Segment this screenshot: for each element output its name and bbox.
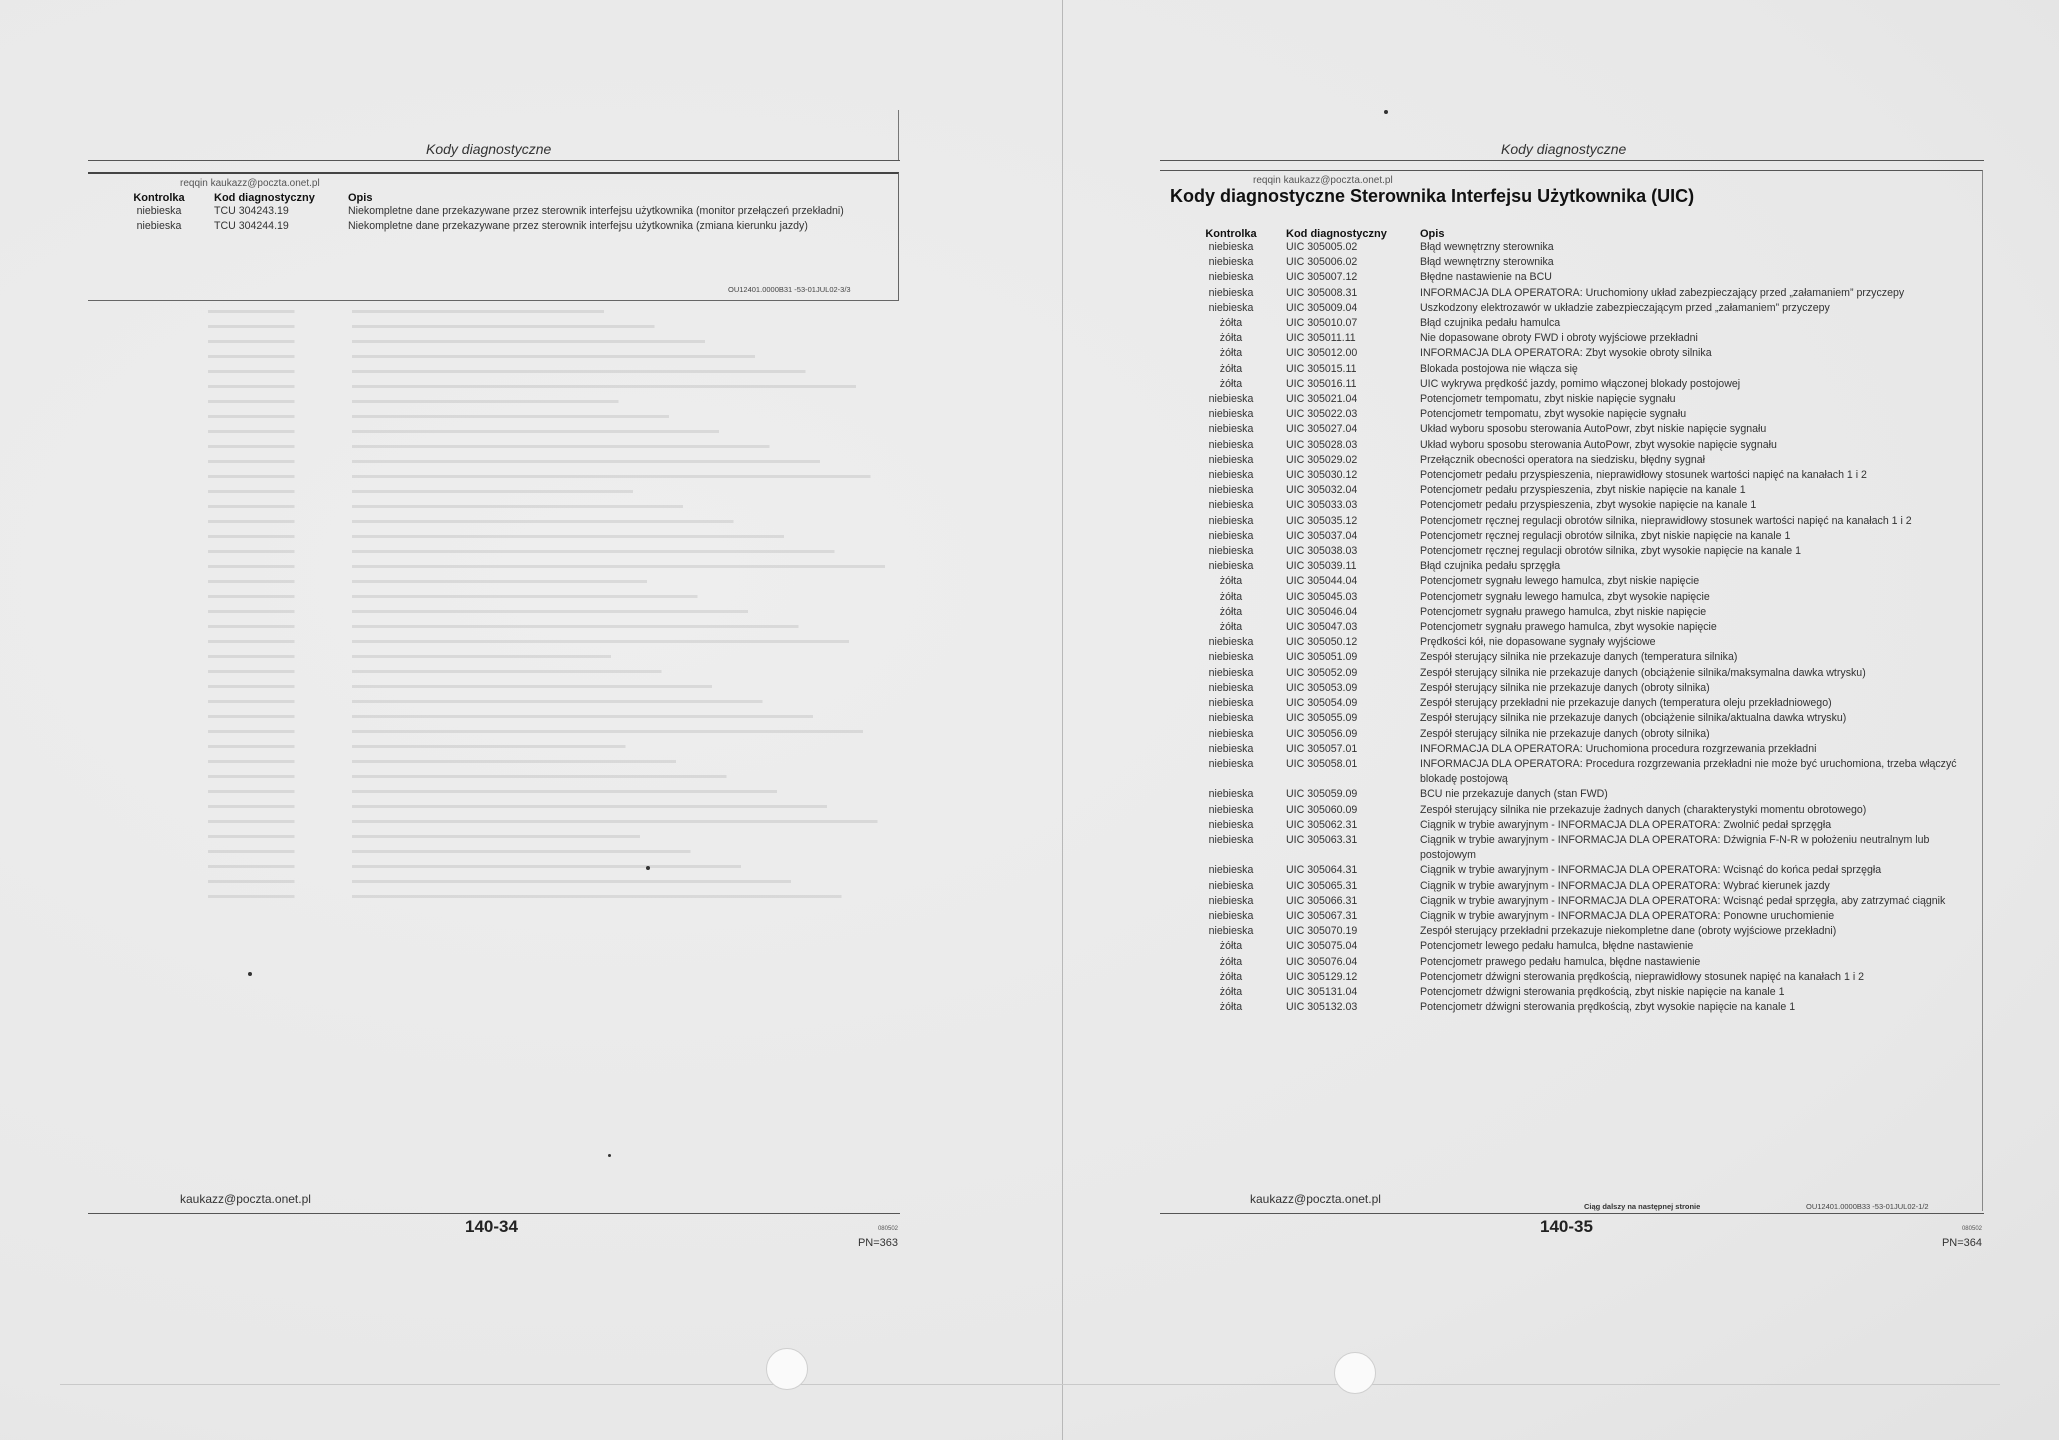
bleed-through-line bbox=[208, 355, 928, 358]
code-cell: UIC 305016.11 bbox=[1286, 377, 1357, 390]
code-cell: UIC 305053.09 bbox=[1286, 681, 1358, 694]
bleed-through-line bbox=[208, 565, 928, 568]
code-cell: TCU 304244.19 bbox=[214, 220, 289, 233]
indicator-cell: żółta bbox=[1219, 377, 1243, 390]
code-cell: UIC 305070.19 bbox=[1286, 925, 1358, 938]
indicator-cell: niebieska bbox=[1208, 453, 1254, 466]
footer-email: kaukazz@poczta.onet.pl bbox=[1250, 1192, 1381, 1206]
table-row bbox=[1182, 924, 1972, 939]
description-cell: Potencjometr sygnału lewego hamulca, zbyt niskie napięcie bbox=[1420, 575, 1700, 588]
bleed-through-line bbox=[208, 370, 928, 373]
description-cell: Potencjometr pedału przyspieszenia, zbyt niskie napięcie na kanale 1 bbox=[1420, 484, 1746, 497]
description-cell: Potencjometr lewego pedału hamulca, błędne nastawienie bbox=[1420, 940, 1694, 953]
code-cell: UIC 305022.03 bbox=[1286, 408, 1358, 421]
indicator-cell: żółta bbox=[1219, 955, 1243, 968]
code-cell: UIC 305129.12 bbox=[1286, 970, 1358, 983]
code-cell: UIC 305032.04 bbox=[1286, 484, 1358, 497]
indicator-cell: niebieska bbox=[1208, 514, 1254, 527]
bleed-through-line bbox=[208, 655, 928, 658]
description-cell: INFORMACJA DLA OPERATORA: Uruchomiony układ zabezpieczający przed „załamaniem” przyczepy bbox=[1420, 286, 1905, 299]
table-row bbox=[1182, 422, 1972, 437]
table-row bbox=[1182, 483, 1972, 498]
code-cell: UIC 305011.11 bbox=[1286, 332, 1356, 345]
indicator-cell: żółta bbox=[1219, 985, 1243, 998]
table-row bbox=[1182, 316, 1972, 331]
code-cell: UIC 305046.04 bbox=[1286, 605, 1358, 618]
table-row bbox=[1182, 939, 1972, 954]
description-cell: Potencjometr sygnału prawego hamulca, zbyt niskie napięcie bbox=[1420, 605, 1707, 618]
indicator-cell: żółta bbox=[1219, 1001, 1243, 1014]
indicator-cell: żółta bbox=[1219, 347, 1243, 360]
indicator-cell: niebieska bbox=[1208, 833, 1254, 846]
description-cell: Zespół sterujący silnika nie przekazuje danych (obroty silnika) bbox=[1420, 727, 1710, 740]
bleed-through-line bbox=[208, 490, 928, 493]
table-row bbox=[1182, 863, 1972, 878]
bleed-through-line bbox=[208, 340, 928, 343]
description-cell: Zespół sterujący silnika nie przekazuje danych (obciążenie silnika/aktualna dawka wtrysku) bbox=[1420, 712, 1847, 725]
bleed-through-line bbox=[208, 805, 928, 808]
footer-email: kaukazz@poczta.onet.pl bbox=[180, 1192, 311, 1206]
indicator-cell: niebieska bbox=[1208, 393, 1254, 406]
table-row bbox=[1182, 240, 1972, 255]
dust-speck bbox=[248, 972, 252, 976]
footer-rule bbox=[1160, 1213, 1984, 1214]
bleed-through-line bbox=[208, 505, 928, 508]
bleed-through-line bbox=[208, 550, 928, 553]
table-row bbox=[1182, 590, 1972, 605]
bleed-through-line bbox=[208, 580, 928, 583]
code-cell: UIC 305052.09 bbox=[1286, 666, 1358, 679]
bleed-through-line bbox=[208, 325, 928, 328]
table-row bbox=[1182, 818, 1972, 833]
bleed-through-line bbox=[208, 625, 928, 628]
code-cell: UIC 305008.31 bbox=[1286, 286, 1358, 299]
table-row bbox=[1182, 331, 1972, 346]
code-cell: UIC 305132.03 bbox=[1286, 1001, 1358, 1014]
description-cell: Niekompletne dane przekazywane przez sterownik interfejsu użytkownika (monitor przełączeń przekładni) bbox=[348, 205, 844, 217]
indicator-cell: niebieska bbox=[1208, 879, 1254, 892]
code-cell: UIC 305009.04 bbox=[1286, 301, 1358, 314]
indicator-cell: niebieska bbox=[1208, 818, 1254, 831]
header-rule bbox=[88, 160, 900, 161]
table-row bbox=[1182, 514, 1972, 529]
table-row bbox=[1182, 286, 1972, 301]
table-header-row bbox=[1182, 228, 1972, 240]
table-row bbox=[1182, 879, 1972, 894]
indicator-cell: niebieska bbox=[1208, 636, 1254, 649]
code-cell: UIC 305055.09 bbox=[1286, 712, 1358, 725]
indicator-cell: żółta bbox=[1219, 970, 1243, 983]
bleed-through-line bbox=[208, 835, 928, 838]
table-row bbox=[1182, 635, 1972, 650]
code-cell: UIC 305054.09 bbox=[1286, 697, 1358, 710]
description-cell: Potencjometr sygnału prawego hamulca, zbyt wysokie napięcie bbox=[1420, 621, 1717, 634]
description-cell: Potencjometr tempomatu, zbyt niskie napięcie sygnału bbox=[1420, 393, 1676, 406]
indicator-cell: niebieska bbox=[1208, 742, 1254, 755]
indicator-cell: niebieska bbox=[136, 220, 182, 233]
code-cell: UIC 305058.01 bbox=[1286, 757, 1358, 770]
header-rule bbox=[1160, 160, 1984, 161]
description-cell: Potencjometr sygnału lewego hamulca, zbyt wysokie napięcie bbox=[1420, 590, 1710, 603]
continued-note: Ciąg dalszy na następnej stronie bbox=[1584, 1202, 1701, 1211]
bleed-through-line bbox=[208, 760, 928, 763]
table-row bbox=[1182, 711, 1972, 726]
table-row bbox=[1182, 362, 1972, 377]
dust-speck bbox=[1384, 110, 1388, 114]
table-row bbox=[1182, 742, 1972, 757]
description-cell: BCU nie przekazuje danych (stan FWD) bbox=[1420, 788, 1608, 801]
print-code: 080502 bbox=[1961, 1226, 1982, 1232]
description-cell: Potencjometr dźwigni sterowania prędkością, zbyt wysokie napięcie na kanale 1 bbox=[1420, 1001, 1796, 1014]
column-header: Kod diagnostyczny bbox=[1286, 228, 1387, 240]
code-cell: UIC 305075.04 bbox=[1286, 940, 1358, 953]
description-cell: Zespół sterujący silnika nie przekazuje żadnych danych (charakterystyki momentu obrotowego) bbox=[1420, 803, 1867, 816]
column-header: Kontrolka bbox=[1205, 228, 1257, 240]
table-row bbox=[1182, 498, 1972, 513]
code-cell: UIC 305021.04 bbox=[1286, 393, 1358, 406]
table-row bbox=[1182, 574, 1972, 589]
description-cell: Nie dopasowane obroty FWD i obroty wyjściowe przekładni bbox=[1420, 332, 1698, 345]
bleed-through-line bbox=[208, 475, 928, 478]
table-row bbox=[1182, 346, 1972, 361]
indicator-cell: niebieska bbox=[1208, 666, 1254, 679]
description-cell: Zespół sterujący silnika nie przekazuje danych (obciążenie silnika/maksymalna dawka wtrysku) bbox=[1420, 666, 1866, 679]
bleed-through-line bbox=[208, 640, 928, 643]
description-cell: Prędkości kół, nie dopasowane sygnały wyjściowe bbox=[1420, 636, 1656, 649]
bleed-through-line bbox=[208, 385, 928, 388]
code-cell: TCU 304243.19 bbox=[214, 205, 289, 217]
description-cell: UIC wykrywa prędkość jazdy, pomimo włączonej blokady postojowej bbox=[1420, 377, 1741, 390]
bleed-through-line bbox=[208, 745, 928, 748]
table-row bbox=[1182, 894, 1972, 909]
code-cell: UIC 305039.11 bbox=[1286, 560, 1357, 573]
table-row bbox=[1182, 696, 1972, 711]
indicator-cell: żółta bbox=[1219, 575, 1243, 588]
column-header: Opis bbox=[348, 192, 373, 204]
description-cell: Ciągnik w trybie awaryjnym - INFORMACJA DLA OPERATORA: Wcisnąć pedał sprzęgła, aby zatrzymać ciągnik bbox=[1420, 894, 1946, 907]
description-cell: Blokada postojowa nie włącza się bbox=[1420, 362, 1578, 375]
indicator-cell: niebieska bbox=[1208, 241, 1254, 253]
indicator-cell: niebieska bbox=[1208, 788, 1254, 801]
column-header: Kontrolka bbox=[133, 192, 185, 204]
code-cell: UIC 305030.12 bbox=[1286, 469, 1358, 482]
description-cell: INFORMACJA DLA OPERATORA: Procedura rozgrzewania przekładni nie może być uruchomiona, trzeba włączyć blokadę postojową bbox=[1420, 757, 1957, 786]
header-tick bbox=[898, 110, 899, 160]
indicator-cell: żółta bbox=[1219, 590, 1243, 603]
table-row bbox=[1182, 1000, 1972, 1015]
indicator-cell: żółta bbox=[1219, 332, 1243, 345]
description-cell: Potencjometr dźwigni sterowania prędkością, nieprawidłowy stosunek napięć na kanałach 1 i 2 bbox=[1420, 970, 1865, 983]
description-cell: Ciągnik w trybie awaryjnym - INFORMACJA DLA OPERATORA: Dźwignia F-N-R w położeniu neutralnym lub postojowym bbox=[1420, 833, 1930, 862]
bleed-through-line bbox=[208, 685, 928, 688]
code-cell: UIC 305065.31 bbox=[1286, 879, 1358, 892]
description-cell: Błąd czujnika pedału hamulca bbox=[1420, 317, 1561, 330]
code-cell: UIC 305045.03 bbox=[1286, 590, 1358, 603]
column-header: Opis bbox=[1420, 228, 1445, 240]
description-cell: Potencjometr ręcznej regulacji obrotów silnika, zbyt wysokie napięcie na kanale 1 bbox=[1420, 545, 1801, 558]
bleed-through-line bbox=[208, 400, 928, 403]
indicator-cell: niebieska bbox=[1208, 712, 1254, 725]
table-row bbox=[1182, 270, 1972, 285]
code-cell: UIC 305056.09 bbox=[1286, 727, 1358, 740]
bleed-through-line bbox=[208, 820, 928, 823]
code-cell: UIC 305006.02 bbox=[1286, 256, 1358, 269]
table-row bbox=[1182, 468, 1972, 483]
indicator-cell: niebieska bbox=[1208, 301, 1254, 314]
pn-number: PN=364 bbox=[1941, 1237, 1982, 1249]
table-row bbox=[1182, 970, 1972, 985]
description-cell: Potencjometr prawego pedału hamulca, błędne nastawienie bbox=[1420, 955, 1701, 968]
bleed-through-line bbox=[208, 730, 928, 733]
dust-speck bbox=[608, 1154, 611, 1157]
description-cell: Błąd wewnętrzny sterownika bbox=[1420, 256, 1554, 269]
bleed-through-line bbox=[208, 415, 928, 418]
bleed-through-line bbox=[208, 775, 928, 778]
indicator-cell: żółta bbox=[1219, 362, 1243, 375]
indicator-cell: niebieska bbox=[1208, 545, 1254, 558]
code-cell: UIC 305028.03 bbox=[1286, 438, 1358, 451]
bleed-through-line bbox=[208, 310, 928, 313]
indicator-cell: niebieska bbox=[1208, 529, 1254, 542]
table-row bbox=[1182, 666, 1972, 681]
print-code: 080502 bbox=[877, 1226, 898, 1232]
description-cell: INFORMACJA DLA OPERATORA: Zbyt wysokie obroty silnika bbox=[1420, 347, 1712, 360]
code-cell: UIC 305064.31 bbox=[1286, 864, 1358, 877]
bleed-through-line bbox=[208, 880, 928, 883]
table-row bbox=[1182, 833, 1972, 863]
indicator-cell: niebieska bbox=[1208, 727, 1254, 740]
running-title: Kody diagnostyczne bbox=[426, 141, 552, 157]
indicator-cell: żółta bbox=[1219, 940, 1243, 953]
indicator-cell: niebieska bbox=[1208, 438, 1254, 451]
punch-hole bbox=[766, 1348, 808, 1390]
description-cell: Potencjometr ręcznej regulacji obrotów silnika, nieprawidłowy stosunek wartości napięć na kanałach 1 i 2 bbox=[1420, 514, 1912, 527]
watermark-email: reqqin kaukazz@poczta.onet.pl bbox=[1253, 175, 1393, 186]
indicator-cell: niebieska bbox=[1208, 894, 1254, 907]
description-cell: Zespół sterujący przekładni przekazuje niekompletne dane (obroty wyjściowe przekładni) bbox=[1420, 925, 1837, 938]
bleed-through-text bbox=[208, 310, 928, 910]
bleed-through-line bbox=[208, 460, 928, 463]
document-reference: OU12401.0000B33 -53-01JUL02-1/2 bbox=[1806, 1202, 1929, 1211]
indicator-cell: niebieska bbox=[1208, 499, 1254, 512]
indicator-cell: niebieska bbox=[1208, 560, 1254, 573]
indicator-cell: żółta bbox=[1219, 605, 1243, 618]
description-cell: Potencjometr dźwigni sterowania prędkością, zbyt niskie napięcie na kanale 1 bbox=[1420, 985, 1785, 998]
table-row bbox=[1182, 605, 1972, 620]
bleed-through-line bbox=[208, 670, 928, 673]
dust-speck bbox=[646, 866, 650, 870]
indicator-cell: niebieska bbox=[1208, 864, 1254, 877]
page-number: 140-34 bbox=[465, 1217, 518, 1236]
table-header-row bbox=[110, 192, 890, 204]
table-row bbox=[1182, 681, 1972, 696]
indicator-cell: niebieska bbox=[1208, 256, 1254, 269]
indicator-cell: niebieska bbox=[1208, 909, 1254, 922]
description-cell: Ciągnik w trybie awaryjnym - INFORMACJA DLA OPERATORA: Zwolnić pedał sprzęgła bbox=[1420, 818, 1832, 831]
code-cell: UIC 305015.11 bbox=[1286, 362, 1357, 375]
center-fold-line bbox=[1062, 0, 1063, 1440]
table-row bbox=[110, 204, 890, 219]
bleed-through-line bbox=[208, 715, 928, 718]
footer-rule bbox=[88, 1213, 900, 1214]
table-row bbox=[1182, 255, 1972, 270]
description-cell: Ciągnik w trybie awaryjnym - INFORMACJA DLA OPERATORA: Wcisnąć do końca pedał sprzęgła bbox=[1420, 864, 1882, 877]
bleed-through-line bbox=[208, 865, 928, 868]
diagnostic-code-table bbox=[1182, 228, 1972, 1015]
description-cell: Zespół sterujący silnika nie przekazuje danych (obroty silnika) bbox=[1420, 681, 1710, 694]
description-cell: Potencjometr ręcznej regulacji obrotów silnika, zbyt niskie napięcie na kanale 1 bbox=[1420, 529, 1791, 542]
code-cell: UIC 305029.02 bbox=[1286, 453, 1358, 466]
indicator-cell: niebieska bbox=[1208, 271, 1254, 284]
code-cell: UIC 305012.00 bbox=[1286, 347, 1358, 360]
code-cell: UIC 305033.03 bbox=[1286, 499, 1358, 512]
code-cell: UIC 305050.12 bbox=[1286, 636, 1358, 649]
bleed-through-line bbox=[208, 430, 928, 433]
description-cell: Błąd wewnętrzny sterownika bbox=[1420, 241, 1554, 253]
description-cell: Potencjometr pedału przyspieszenia, nieprawidłowy stosunek wartości napięć na kanałach 1 i 2 bbox=[1420, 469, 1867, 482]
code-cell: UIC 305038.03 bbox=[1286, 545, 1358, 558]
bleed-through-line bbox=[208, 700, 928, 703]
description-cell: Potencjometr tempomatu, zbyt wysokie napięcie sygnału bbox=[1420, 408, 1687, 421]
code-cell: UIC 305067.31 bbox=[1286, 909, 1358, 922]
watermark-email: reqqin kaukazz@poczta.onet.pl bbox=[180, 178, 320, 189]
table-row bbox=[1182, 301, 1972, 316]
indicator-cell: niebieska bbox=[1208, 469, 1254, 482]
code-cell: UIC 305131.04 bbox=[1286, 985, 1358, 998]
description-cell: Ciągnik w trybie awaryjnym - INFORMACJA DLA OPERATORA: Wybrać kierunek jazdy bbox=[1420, 879, 1830, 892]
bleed-through-line bbox=[208, 850, 928, 853]
description-cell: Ciągnik w trybie awaryjnym - INFORMACJA DLA OPERATORA: Ponowne uruchomienie bbox=[1420, 909, 1835, 922]
punch-hole bbox=[1334, 1352, 1376, 1394]
bleed-through-line bbox=[208, 595, 928, 598]
description-cell: Układ wyboru sposobu sterowania AutoPowr, zbyt niskie napięcie sygnału bbox=[1420, 423, 1767, 436]
bleed-through-line bbox=[208, 610, 928, 613]
running-title: Kody diagnostyczne bbox=[1501, 141, 1627, 157]
indicator-cell: niebieska bbox=[1208, 423, 1254, 436]
code-cell: UIC 305057.01 bbox=[1286, 742, 1358, 755]
code-cell: UIC 305066.31 bbox=[1286, 894, 1358, 907]
section-title: Kody diagnostyczne Sterownika Interfejsu Użytkownika (UIC) bbox=[1170, 186, 1695, 206]
left-page bbox=[88, 0, 900, 1440]
indicator-cell: niebieska bbox=[1208, 651, 1254, 664]
description-cell: Układ wyboru sposobu sterowania AutoPowr, zbyt wysokie napięcie sygnału bbox=[1420, 438, 1777, 451]
bleed-through-line bbox=[208, 895, 928, 898]
bleed-through-line bbox=[208, 535, 928, 538]
column-header: Kod diagnostyczny bbox=[214, 192, 315, 204]
table-row bbox=[1182, 559, 1972, 574]
indicator-cell: niebieska bbox=[1208, 681, 1254, 694]
bleed-through-line bbox=[208, 520, 928, 523]
table-row bbox=[1182, 955, 1972, 970]
table-row bbox=[1182, 407, 1972, 422]
table-row bbox=[1182, 377, 1972, 392]
bleed-through-line bbox=[208, 445, 928, 448]
code-cell: UIC 305060.09 bbox=[1286, 803, 1358, 816]
table-row bbox=[1182, 803, 1972, 818]
code-cell: UIC 305063.31 bbox=[1286, 833, 1358, 846]
code-cell: UIC 305027.04 bbox=[1286, 423, 1358, 436]
table-row bbox=[1182, 909, 1972, 924]
table-row bbox=[1182, 438, 1972, 453]
indicator-cell: niebieska bbox=[1208, 484, 1254, 497]
table-row bbox=[1182, 787, 1972, 802]
code-cell: UIC 305059.09 bbox=[1286, 788, 1358, 801]
indicator-cell: niebieska bbox=[1208, 803, 1254, 816]
code-cell: UIC 305044.04 bbox=[1286, 575, 1358, 588]
indicator-cell: niebieska bbox=[1208, 408, 1254, 421]
table-row bbox=[1182, 985, 1972, 1000]
right-page bbox=[1160, 0, 1984, 1440]
table-row bbox=[1182, 544, 1972, 559]
description-cell: Zespół sterujący przekładni nie przekazuje danych (temperatura oleju przekładniowego) bbox=[1420, 697, 1832, 710]
table-row bbox=[1182, 620, 1972, 635]
indicator-cell: żółta bbox=[1219, 621, 1243, 634]
indicator-cell: niebieska bbox=[1208, 286, 1254, 299]
description-cell: Zespół sterujący silnika nie przekazuje danych (temperatura silnika) bbox=[1420, 651, 1738, 664]
code-cell: UIC 305047.03 bbox=[1286, 621, 1358, 634]
pn-number: PN=363 bbox=[857, 1237, 898, 1249]
table-row bbox=[1182, 453, 1972, 468]
code-cell: UIC 305076.04 bbox=[1286, 955, 1358, 968]
description-cell: INFORMACJA DLA OPERATORA: Uruchomiona procedura rozgrzewania przekładni bbox=[1420, 742, 1817, 755]
bleed-through-line bbox=[208, 790, 928, 793]
description-cell: Błędne nastawienie na BCU bbox=[1420, 271, 1552, 284]
code-cell: UIC 305062.31 bbox=[1286, 818, 1358, 831]
description-cell: Przełącznik obecności operatora na siedzisku, błędny sygnał bbox=[1420, 453, 1706, 466]
indicator-cell: żółta bbox=[1219, 317, 1243, 330]
table-row bbox=[1182, 392, 1972, 407]
table-row bbox=[1182, 757, 1972, 787]
indicator-cell: niebieska bbox=[1208, 697, 1254, 710]
indicator-cell: niebieska bbox=[1208, 925, 1254, 938]
document-reference: OU12401.0000B31 -53-01JUL02-3/3 bbox=[728, 285, 851, 294]
description-cell: Niekompletne dane przekazywane przez sterownik interfejsu użytkownika (zmiana kierunku jazdy) bbox=[348, 220, 808, 233]
page-number: 140-35 bbox=[1540, 1217, 1593, 1236]
indicator-cell: niebieska bbox=[136, 205, 182, 217]
table-row bbox=[1182, 650, 1972, 665]
table-row bbox=[110, 219, 890, 234]
code-cell: UIC 305005.02 bbox=[1286, 241, 1358, 253]
table-row bbox=[1182, 727, 1972, 742]
indicator-cell: niebieska bbox=[1208, 757, 1254, 770]
description-cell: Potencjometr pedału przyspieszenia, zbyt wysokie napięcie na kanale 1 bbox=[1420, 499, 1757, 512]
description-cell: Uszkodzony elektrozawór w układzie zabezpieczającym przed „załamaniem” przyczepy bbox=[1420, 301, 1830, 314]
description-cell: Błąd czujnika pedału sprzęgła bbox=[1420, 560, 1561, 573]
code-cell: UIC 305035.12 bbox=[1286, 514, 1358, 527]
code-cell: UIC 305010.07 bbox=[1286, 317, 1358, 330]
table-row bbox=[1182, 529, 1972, 544]
code-cell: UIC 305051.09 bbox=[1286, 651, 1358, 664]
diagnostic-code-table bbox=[110, 192, 890, 234]
code-cell: UIC 305007.12 bbox=[1286, 271, 1358, 284]
code-cell: UIC 305037.04 bbox=[1286, 529, 1358, 542]
